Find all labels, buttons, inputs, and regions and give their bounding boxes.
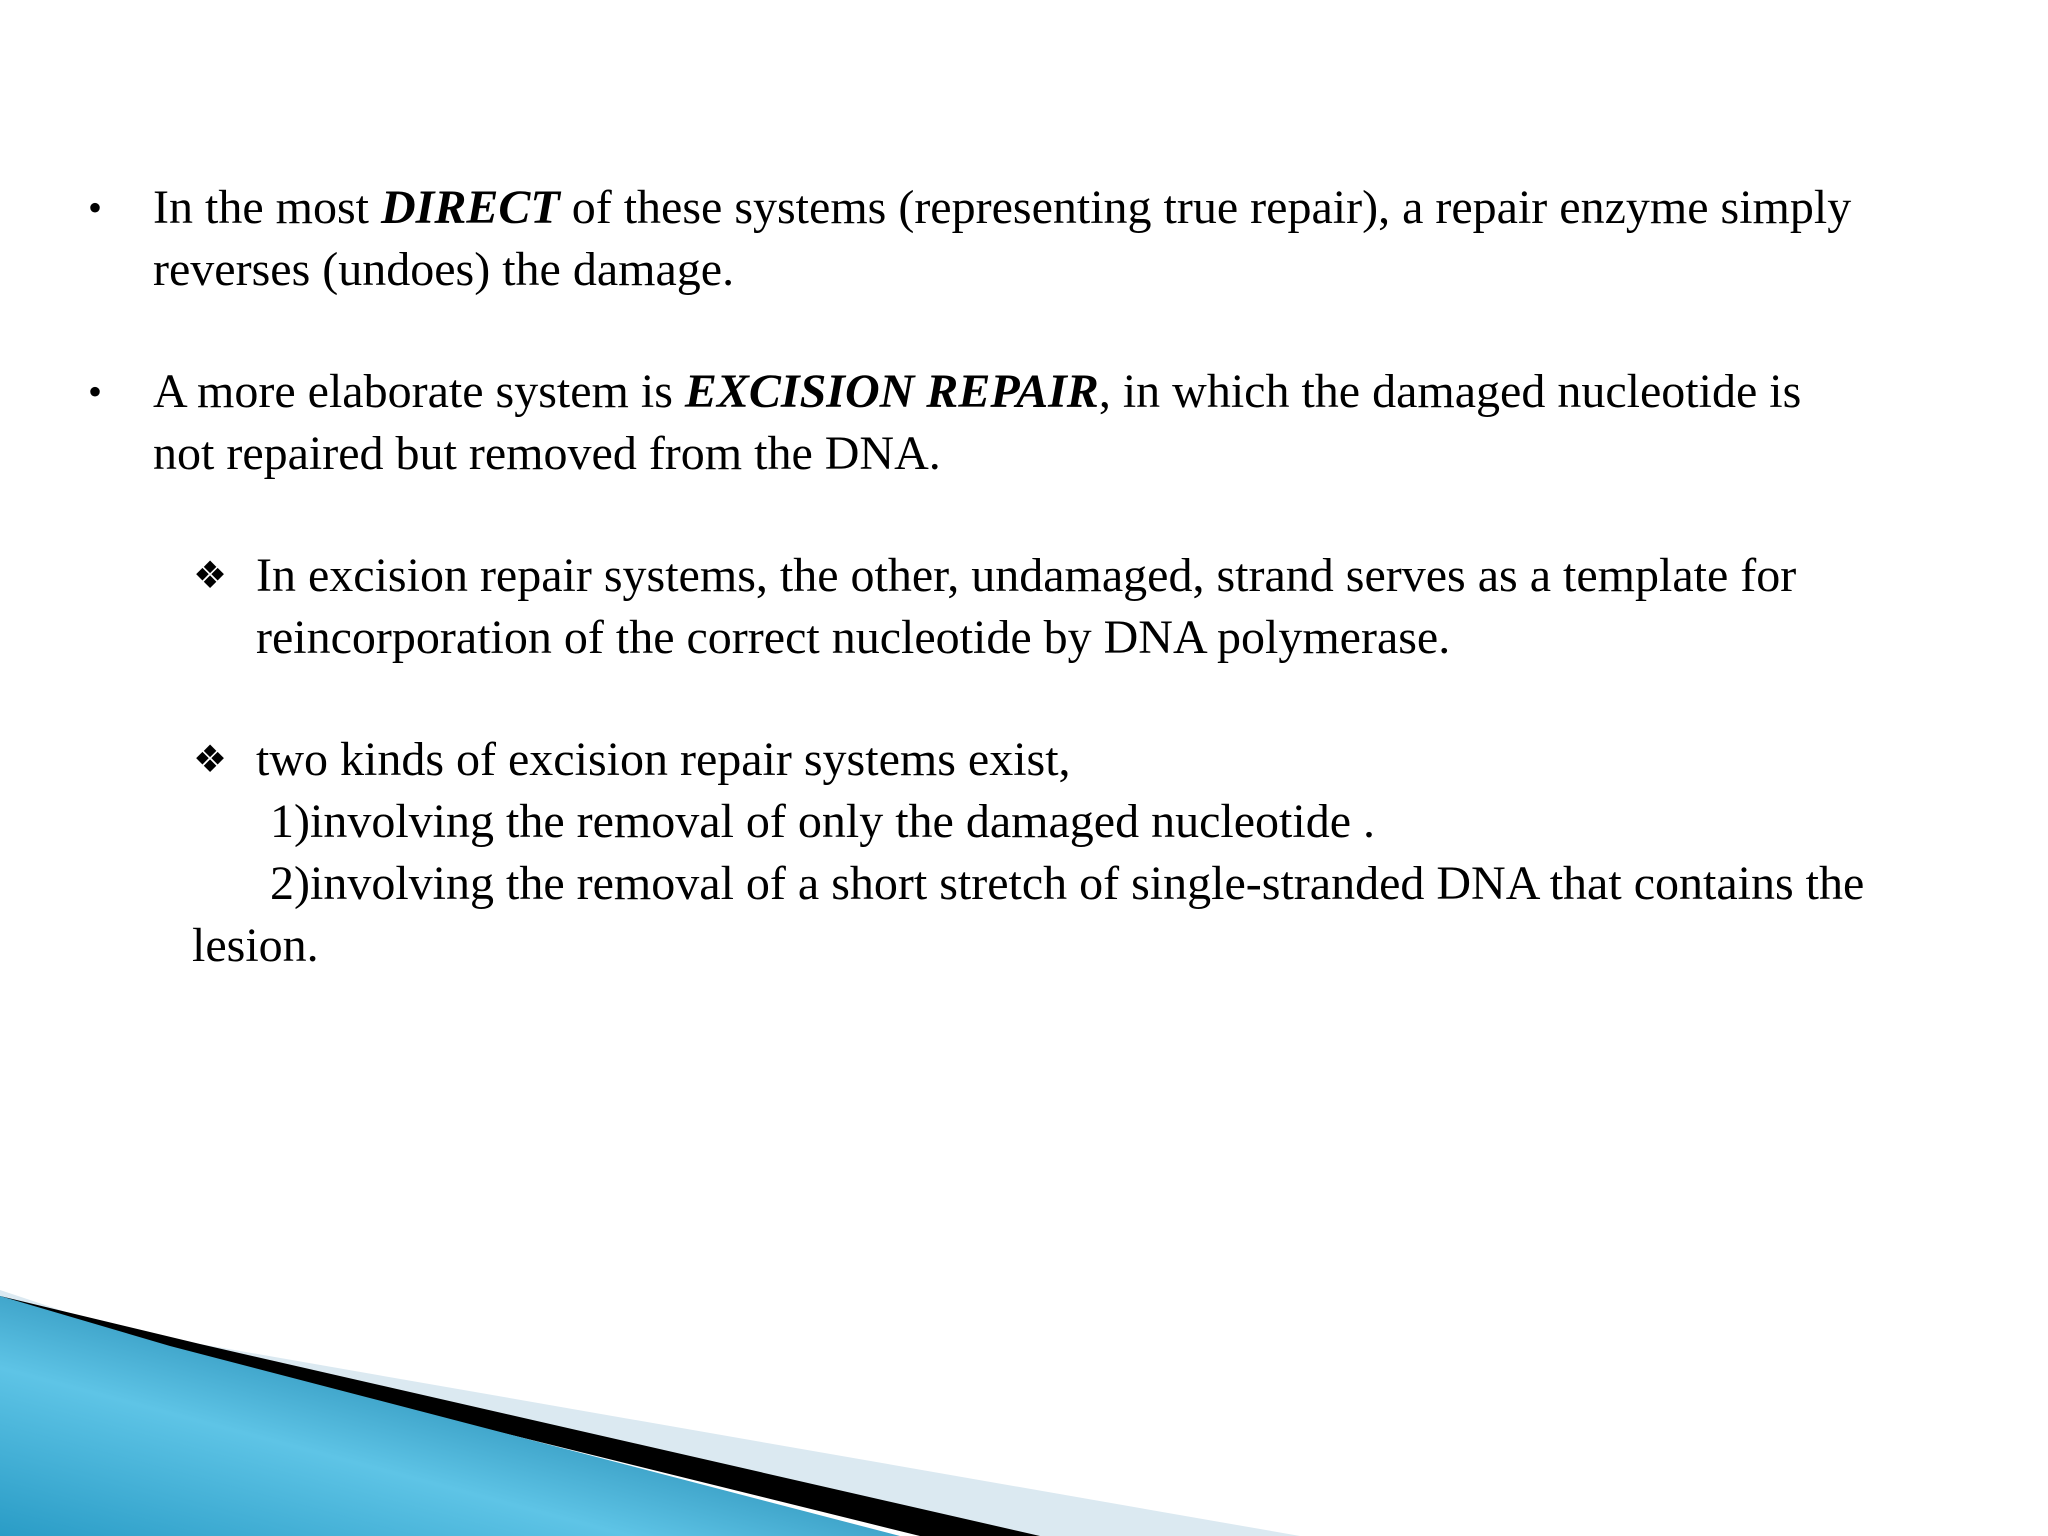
emphasis-text: DIRECT bbox=[380, 181, 560, 234]
emphasis-text: EXCISION REPAIR bbox=[684, 365, 1099, 418]
diamond-bullet-icon: ❖ bbox=[193, 555, 228, 597]
bullet-2-line-2: not repaired but removed from the DNA. bbox=[153, 427, 941, 480]
text-span: , in which the damaged nucleotide is bbox=[1098, 365, 1802, 418]
subbullet-1-line-2: reincorporation of the correct nucleotide by DNA polymerase. bbox=[256, 611, 1451, 664]
subbullet-2-line-2: 1)involving the removal of only the damaged nucleotide . bbox=[270, 795, 1376, 848]
text-span: In the most bbox=[153, 181, 381, 234]
bullet-1-line-2: reverses (undoes) the damage. bbox=[153, 243, 735, 296]
text-span: of these systems (representing true repair), a repair enzyme simply bbox=[559, 181, 1852, 234]
subbullet-2-line-4: lesion. bbox=[192, 919, 319, 972]
text-span: A more elaborate system is bbox=[153, 365, 685, 418]
subbullet-2-line-1: two kinds of excision repair systems exist, bbox=[256, 733, 1071, 786]
bullet-dot: • bbox=[88, 185, 103, 230]
bullet-2-line-1 bbox=[153, 362, 1801, 422]
bullet-1-line-1 bbox=[153, 178, 1851, 238]
subbullet-1-line-1: In excision repair systems, the other, undamaged, strand serves as a template for bbox=[256, 549, 1797, 602]
subbullet-2-line-3: 2)involving the removal of a short stretch of single-stranded DNA that contains the bbox=[270, 857, 1865, 910]
bullet-dot: • bbox=[88, 369, 103, 414]
diamond-bullet-icon: ❖ bbox=[193, 739, 228, 781]
